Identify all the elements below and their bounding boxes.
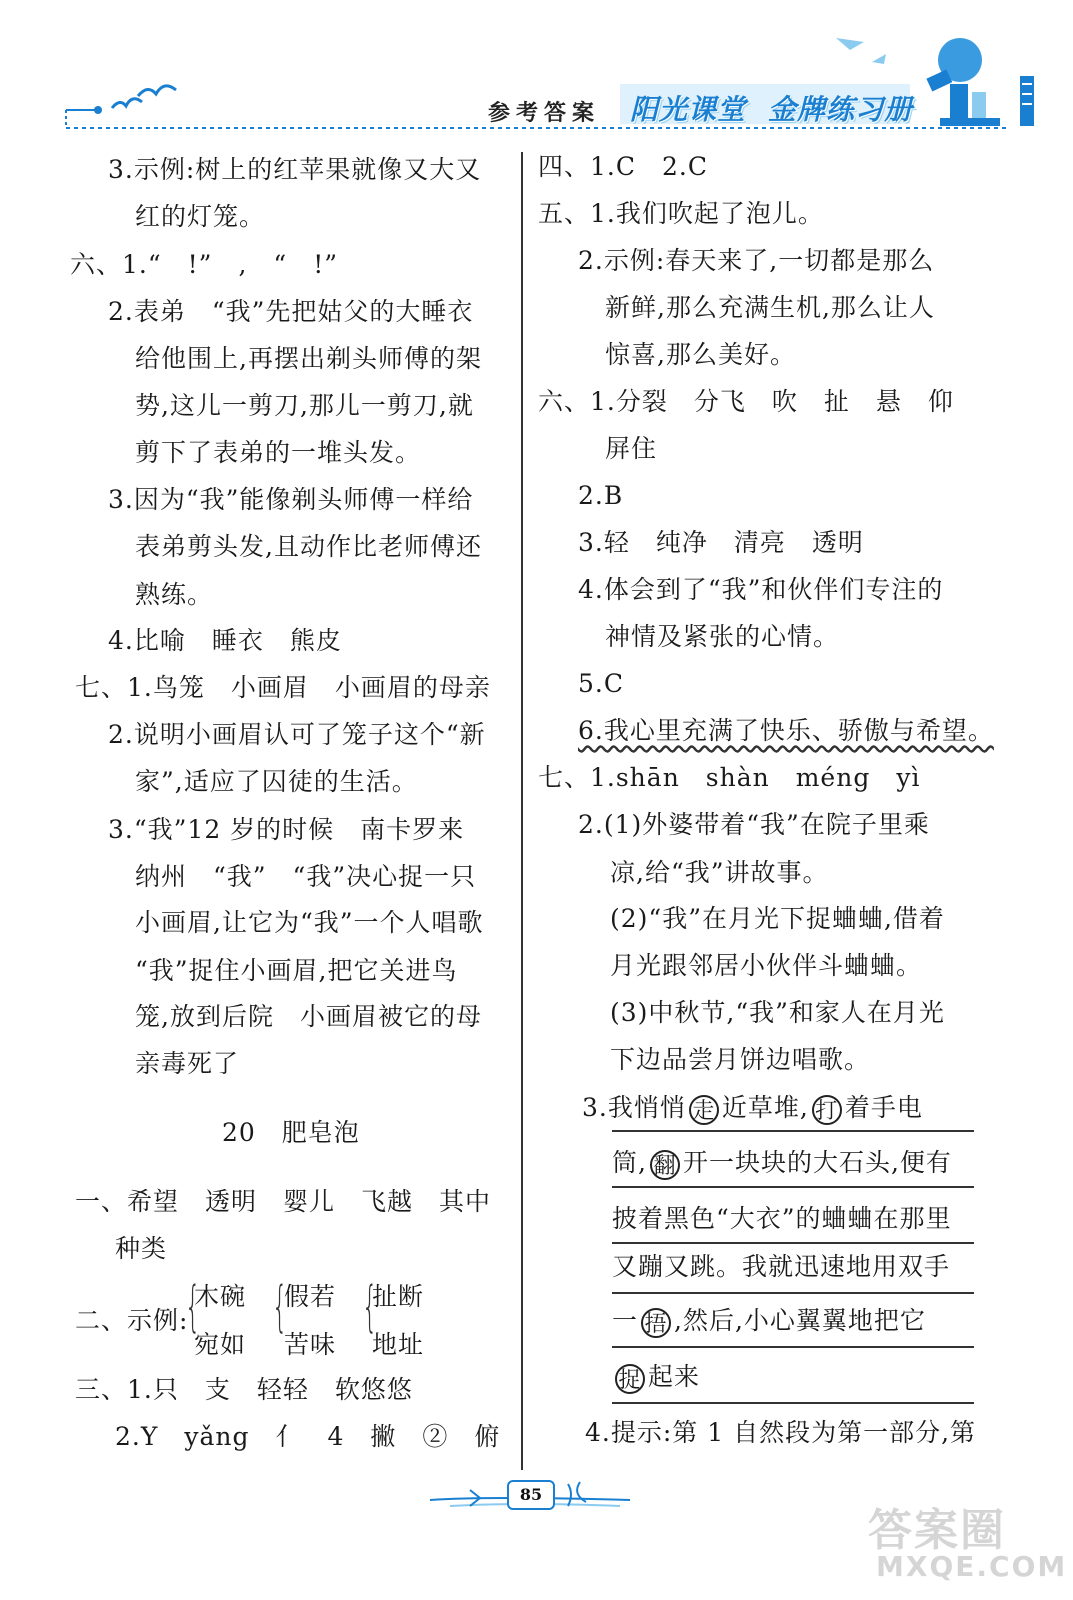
watermark-text: 答案圈 (868, 1505, 1006, 1556)
text-segment: 3.我悄悄 (582, 1093, 686, 1122)
ruled-line (612, 1130, 974, 1132)
answer-line: 2.Y yǎng 亻 4 撇 ② 俯 (115, 1422, 501, 1451)
answer-line: 笼,放到后院 小画眉被它的母 (135, 1002, 482, 1031)
answer-line: 3.示例:树上的红苹果就像又大又 (108, 155, 482, 184)
answer-line: 小画眉,让它为“我”一个人唱歌 (135, 908, 484, 937)
circled-char: 捂 (641, 1308, 671, 1338)
answer-line: 红的灯笼。 (135, 202, 266, 231)
answer-line: 2.示例:春天来了,一切都是那么 (578, 246, 935, 275)
answer-line: 5.C (578, 669, 624, 698)
answer-line: (3)中秋节,“我”和家人在月光 (610, 998, 945, 1027)
answer-line: 七、1.鸟笼 小画眉 小画眉的母亲 (75, 673, 491, 702)
circled-char: 走 (689, 1095, 719, 1125)
answer-line: 2.B (578, 481, 624, 510)
answer-line: 2.说明小画眉认可了笼子这个“新 (108, 720, 486, 749)
text-segment: ,然后,小心翼翼地把它 (674, 1306, 926, 1335)
answer-line: 剪下了表弟的一堆头发。 (135, 438, 422, 467)
ruled-line (612, 1292, 974, 1294)
answer-line: 六、1.分裂 分飞 吹 扯 悬 仰 (538, 387, 954, 416)
answer-line: 月光跟邻居小伙伴斗蛐蛐。 (610, 951, 923, 980)
answer-line: 家”,适应了囚徒的生活。 (135, 767, 418, 796)
circled-char: 捉 (615, 1364, 645, 1394)
page-number: 85 (507, 1480, 555, 1510)
answer-line: 新鲜,那么充满生机,那么让人 (605, 293, 935, 322)
answer-line: 又蹦又跳。我就迅速地用双手 (612, 1252, 951, 1281)
answer-line: 2.(1)外婆带着“我”在院子里乘 (578, 810, 930, 839)
word-pair-item: 宛如 (194, 1330, 247, 1359)
answer-line: 3.因为“我”能像剃头师傅一样给 (108, 485, 474, 514)
answer-line: “我”捉住小画眉,把它关进鸟 (135, 956, 458, 985)
answer-line: 六、1.“ !” , “ !” (70, 250, 339, 279)
word-pair-item: 扯断 (372, 1282, 425, 1311)
answer-line (612, 1148, 952, 1180)
answer-line: 种类 (115, 1234, 168, 1263)
answer-line: 3.轻 纯净 清亮 透明 (578, 528, 864, 557)
answer-line: 五、1.我们吹起了泡儿。 (538, 199, 824, 228)
text-segment: 近草堆, (721, 1093, 809, 1122)
answer-line: 3.“我”12 岁的时候 南卡罗来 (108, 815, 465, 844)
text-segment: 筒, (612, 1148, 647, 1177)
brand-title: 阳光课堂 (630, 93, 747, 126)
answer-line: 神情及紧张的心情。 (605, 622, 840, 651)
answer-line: 4.提示:第 1 自然段为第一部分,第 (585, 1418, 977, 1447)
page-header (0, 0, 1073, 150)
column-divider (521, 152, 523, 1470)
answer-line: 熟练。 (135, 580, 214, 609)
text-segment: 一 (612, 1306, 639, 1335)
text-segment: 着手电 (844, 1093, 923, 1122)
brace-mark: { (362, 1275, 378, 1338)
circled-char: 打 (812, 1095, 842, 1125)
answer-line: 凉,给“我”讲故事。 (610, 858, 829, 887)
answer-line: 势,这儿一剪刀,那儿一剪刀,就 (135, 391, 474, 420)
answer-line: 屏住 (605, 434, 658, 463)
brace-mark: { (185, 1275, 201, 1338)
answer-line: 2.表弟 “我”先把姑父的大睡衣 (108, 297, 474, 326)
brand-subtitle: 金牌练习册 (768, 93, 914, 126)
header-label: 参考答案 (488, 100, 601, 126)
answer-line: 4.比喻 睡衣 熊皮 (108, 626, 342, 655)
answer-line: 表弟剪头发,且动作比老师傅还 (135, 532, 482, 561)
watermark (868, 1494, 1068, 1594)
kite-icon (836, 38, 864, 50)
answer-line: 二、示例: (75, 1306, 189, 1335)
answer-line: 4.体会到了“我”和伙伴们专注的 (578, 575, 944, 604)
answer-line: 披着黑色“大衣”的蛐蛐在那里 (612, 1204, 952, 1233)
word-pair-item: 苦味 (284, 1330, 337, 1359)
answer-line: 四、1.C 2.C (538, 152, 708, 181)
ruled-line (612, 1242, 974, 1244)
answer-line: 三、1.只 支 轻轻 软悠悠 (75, 1375, 413, 1404)
word-pair-item: 地址 (372, 1330, 425, 1359)
bird-icon (112, 99, 142, 108)
answer-line (582, 1093, 923, 1125)
answer-line: 一、希望 透明 婴儿 飞越 其中 (75, 1187, 492, 1216)
circled-char: 翻 (650, 1150, 680, 1180)
ruled-line (612, 1402, 974, 1404)
answer-line: 惊喜,那么美好。 (605, 340, 796, 369)
section-title: 20 肥皂泡 (222, 1118, 360, 1147)
ruled-line (612, 1186, 974, 1188)
answer-line (612, 1362, 700, 1394)
answer-line: 亲毒死了 (135, 1049, 240, 1078)
text-segment: 开一块块的大石头,便有 (682, 1148, 952, 1177)
swirl-icon (568, 1484, 571, 1506)
answer-line: 纳州 “我” “我”决心捉一只 (135, 862, 477, 891)
answer-line: 给他围上,再摆出剃头师傅的架 (135, 344, 482, 373)
watermark-url: MXQE.COM (876, 1550, 1068, 1583)
answer-line (612, 1306, 926, 1338)
word-pair-item: 假若 (284, 1282, 337, 1311)
ruled-line (612, 1346, 974, 1348)
answer-line: 七、1.shān shàn méng yì (538, 763, 921, 792)
brace-mark: { (272, 1275, 288, 1338)
answer-line: (2)“我”在月光下捉蛐蛐,借着 (610, 904, 945, 933)
text-segment: 起来 (648, 1362, 701, 1391)
word-pair-item: 木碗 (194, 1282, 247, 1311)
answer-line: 下边品尝月饼边唱歌。 (610, 1045, 871, 1074)
answer-line-underlined: 6.我心里充满了快乐、骄傲与希望。 (578, 716, 994, 745)
